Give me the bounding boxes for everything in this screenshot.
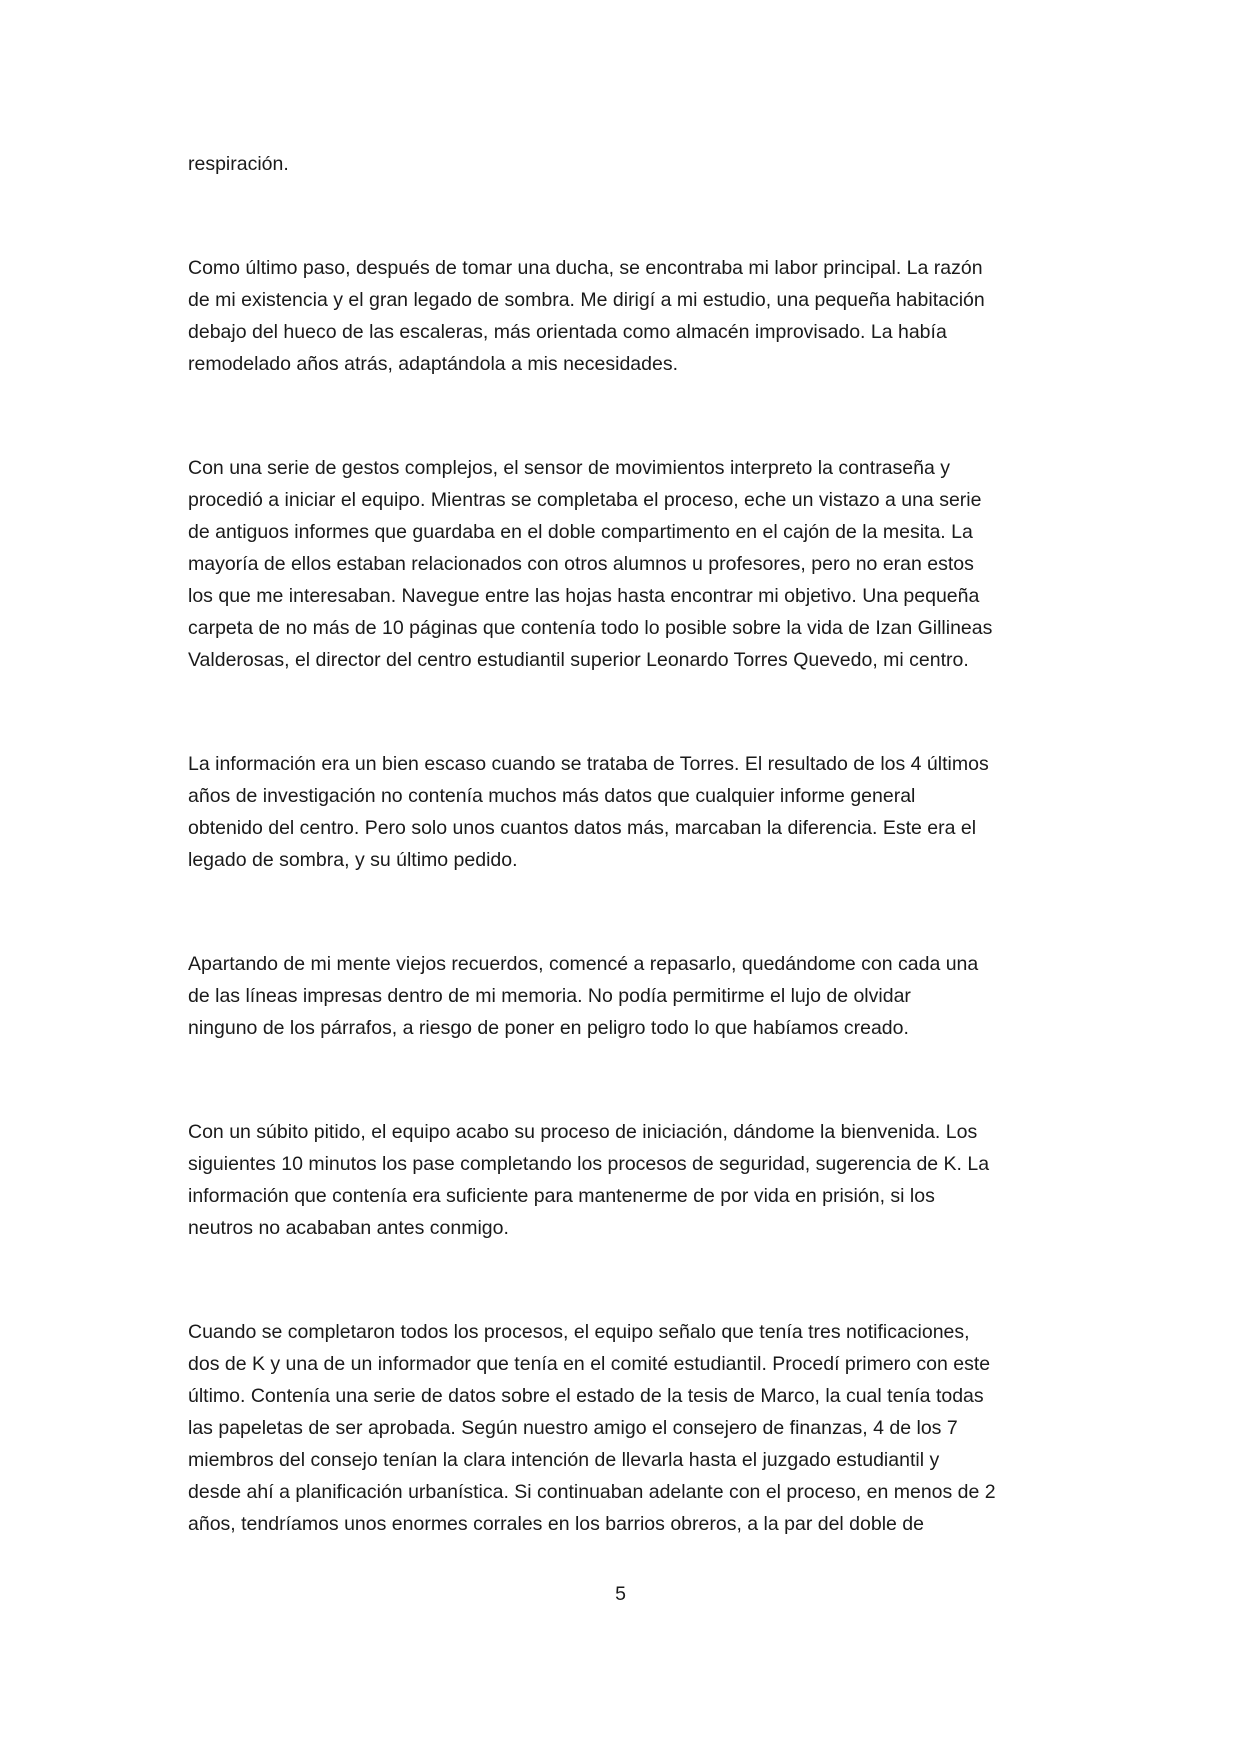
text-line: remodelado años atrás, adaptándola a mis necesidades. [188, 353, 678, 375]
text-line: años de investigación no contenía muchos más datos que cualquier informe general [188, 785, 916, 807]
text-line: los que me interesaban. Navegue entre las hojas hasta encontrar mi objetivo. Una pequeña [188, 585, 980, 607]
paragraph [188, 252, 1058, 380]
text-line: respiración. [188, 153, 289, 175]
text-line: desde ahí a planificación urbanística. Si continuaban adelante con el proceso, en menos de 2 [188, 1481, 996, 1503]
text-line: Apartando de mi mente viejos recuerdos, comencé a repasarlo, quedándome con cada una [188, 953, 979, 975]
text-line: de mi existencia y el gran legado de sombra. Me dirigí a mi estudio, una pequeña habitación [188, 289, 985, 311]
text-line: años, tendríamos unos enormes corrales en los barrios obreros, a la par del doble de [188, 1513, 924, 1535]
text-line: Con una serie de gestos complejos, el sensor de movimientos interpreto la contraseña y [188, 457, 950, 479]
paragraph [188, 948, 1058, 1044]
paragraph-spacing [188, 676, 1058, 748]
text-line: debajo del hueco de las escaleras, más orientada como almacén improvisado. La había [188, 321, 947, 343]
text-line: las papeletas de ser aprobada. Según nuestro amigo el consejero de finanzas, 4 de los 7 [188, 1417, 958, 1439]
text-line: de las líneas impresas dentro de mi memoria. No podía permitirme el lujo de olvidar [188, 985, 911, 1007]
text-line: La información era un bien escaso cuando se trataba de Torres. El resultado de los 4 últimos [188, 753, 989, 775]
page-number: 5 [615, 1583, 626, 1605]
paragraph [188, 148, 1058, 180]
text-line: Valderosas, el director del centro estudiantil superior Leonardo Torres Quevedo, mi centro. [188, 649, 969, 671]
text-line: mayoría de ellos estaban relacionados con otros alumnos u profesores, pero no eran estos [188, 553, 974, 575]
body-text [188, 148, 1058, 1540]
paragraph-spacing [188, 1044, 1058, 1116]
paragraph-spacing [188, 380, 1058, 452]
paragraph-spacing [188, 876, 1058, 948]
paragraph-spacing [188, 180, 1058, 252]
text-line: legado de sombra, y su último pedido. [188, 849, 518, 871]
paragraph [188, 748, 1058, 876]
paragraph [188, 1116, 1058, 1244]
text-line: dos de K y una de un informador que tenía en el comité estudiantil. Procedí primero con este [188, 1353, 991, 1375]
text-line: Como último paso, después de tomar una ducha, se encontraba mi labor principal. La razón [188, 257, 983, 279]
paragraph-spacing [188, 1244, 1058, 1316]
text-line: carpeta de no más de 10 páginas que contenía todo lo posible sobre la vida de Izan Gillineas [188, 617, 993, 639]
text-line: obtenido del centro. Pero solo unos cuantos datos más, marcaban la diferencia. Este era el [188, 817, 977, 839]
text-line: neutros no acababan antes conmigo. [188, 1217, 509, 1239]
text-line: último. Contenía una serie de datos sobre el estado de la tesis de Marco, la cual tenía todas [188, 1385, 984, 1407]
text-line: procedió a iniciar el equipo. Mientras se completaba el proceso, eche un vistazo a una serie [188, 489, 982, 511]
text-line: miembros del consejo tenían la clara intención de llevarla hasta el juzgado estudiantil y [188, 1449, 940, 1471]
text-line: Con un súbito pitido, el equipo acabo su proceso de iniciación, dándome la bienvenida. Los [188, 1121, 978, 1143]
text-line: Cuando se completaron todos los procesos, el equipo señalo que tenía tres notificaciones, [188, 1321, 970, 1343]
text-line: ninguno de los párrafos, a riesgo de poner en peligro todo lo que habíamos creado. [188, 1017, 909, 1039]
text-line: información que contenía era suficiente para mantenerme de por vida en prisión, si los [188, 1185, 935, 1207]
text-line: de antiguos informes que guardaba en el doble compartimento en el cajón de la mesita. La [188, 521, 973, 543]
paragraph [188, 1316, 1058, 1540]
paragraph [188, 452, 1058, 676]
text-line: siguientes 10 minutos los pase completando los procesos de seguridad, sugerencia de K. La [188, 1153, 990, 1175]
